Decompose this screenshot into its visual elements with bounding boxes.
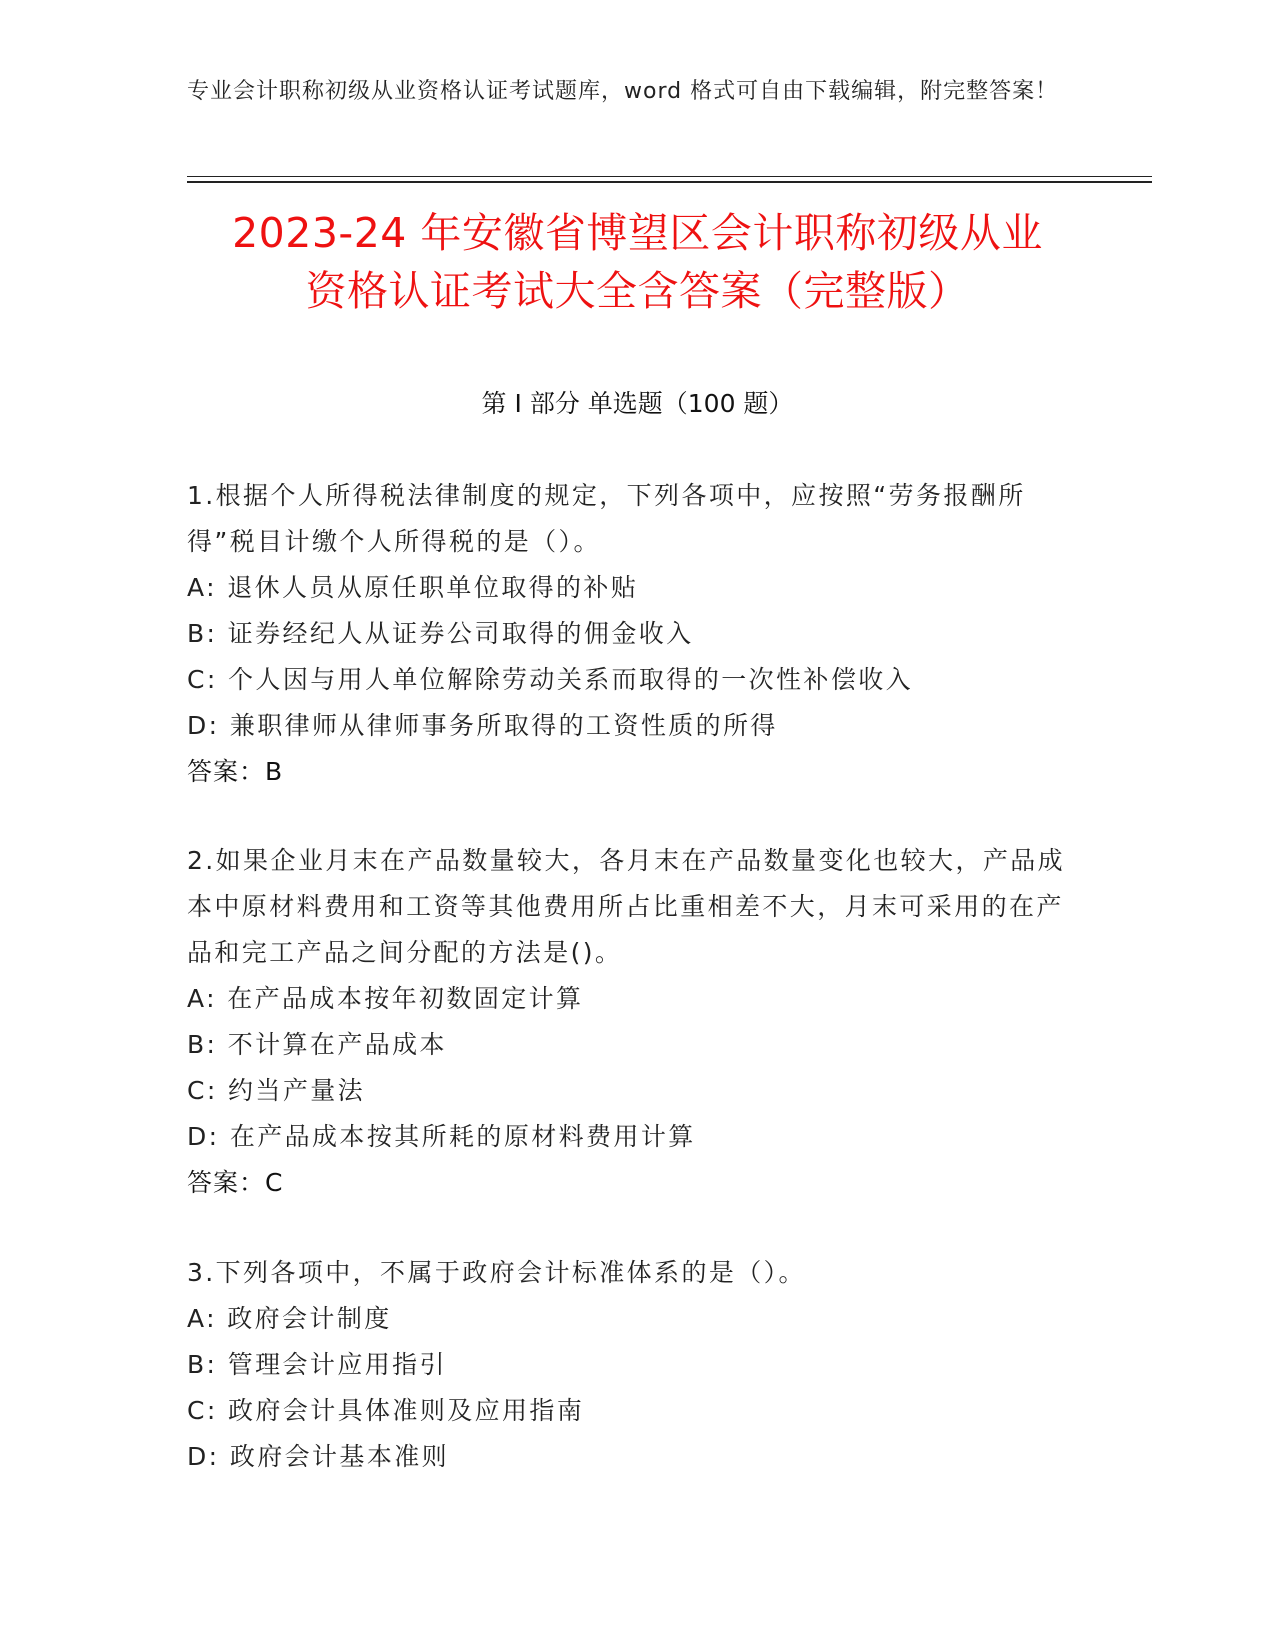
option-b: B: 不计算在产品成本: [187, 1030, 447, 1059]
question-stem: 1.根据个人所得税法律制度的规定，下列各项中，应按照“劳务报酬所得”税目计缴个人所得税的是（）。: [187, 481, 1026, 556]
option-b: B: 证券经纪人从证券公司取得的佣金收入: [187, 619, 694, 648]
option-d: D: 政府会计基本准则: [187, 1442, 450, 1471]
option-b: B: 管理会计应用指引: [187, 1350, 447, 1379]
option-a: A: 政府会计制度: [187, 1304, 392, 1333]
option-d: D: 在产品成本按其所耗的原材料费用计算: [187, 1122, 696, 1151]
question-2: [187, 838, 1067, 1206]
document-title: [150, 204, 1125, 320]
section-title: 第 I 部分 单选题（100 题）: [481, 389, 794, 418]
question-stem: 2.如果企业月末在产品数量较大，各月末在产品数量变化也较大，产品成本中原材料费用和工资等其他费用所占比重相差不大，月末可采用的在产品和完工产品之间分配的方法是()。: [187, 846, 1066, 967]
option-d: D: 兼职律师从律师事务所取得的工资性质的所得: [187, 711, 778, 740]
header-rule-thick: [187, 181, 1152, 183]
option-a: A: 退休人员从原任职单位取得的补贴: [187, 573, 639, 602]
header-note: 专业会计职称初级从业资格认证考试题库，word 格式可自由下载编辑，附完整答案！: [187, 79, 1059, 104]
question-3: [187, 1250, 1067, 1480]
option-c: C: 政府会计具体准则及应用指南: [187, 1396, 585, 1425]
option-c: C: 个人因与用人单位解除劳动关系而取得的一次性补偿收入: [187, 665, 914, 694]
question-stem: 3.下列各项中，不属于政府会计标准体系的是（）。: [187, 1258, 806, 1287]
answer: 答案：B: [187, 757, 284, 786]
header-rule-thin: [187, 176, 1152, 177]
option-a: A: 在产品成本按年初数固定计算: [187, 984, 584, 1013]
answer: 答案：C: [187, 1168, 284, 1197]
document-title-line-2: 资格认证考试大全含答案（完整版）: [305, 267, 970, 315]
document-title-line-1: 2023-24 年安徽省博望区会计职称初级从业: [232, 209, 1043, 257]
option-c: C: 约当产量法: [187, 1076, 366, 1105]
question-1: [187, 473, 1067, 795]
